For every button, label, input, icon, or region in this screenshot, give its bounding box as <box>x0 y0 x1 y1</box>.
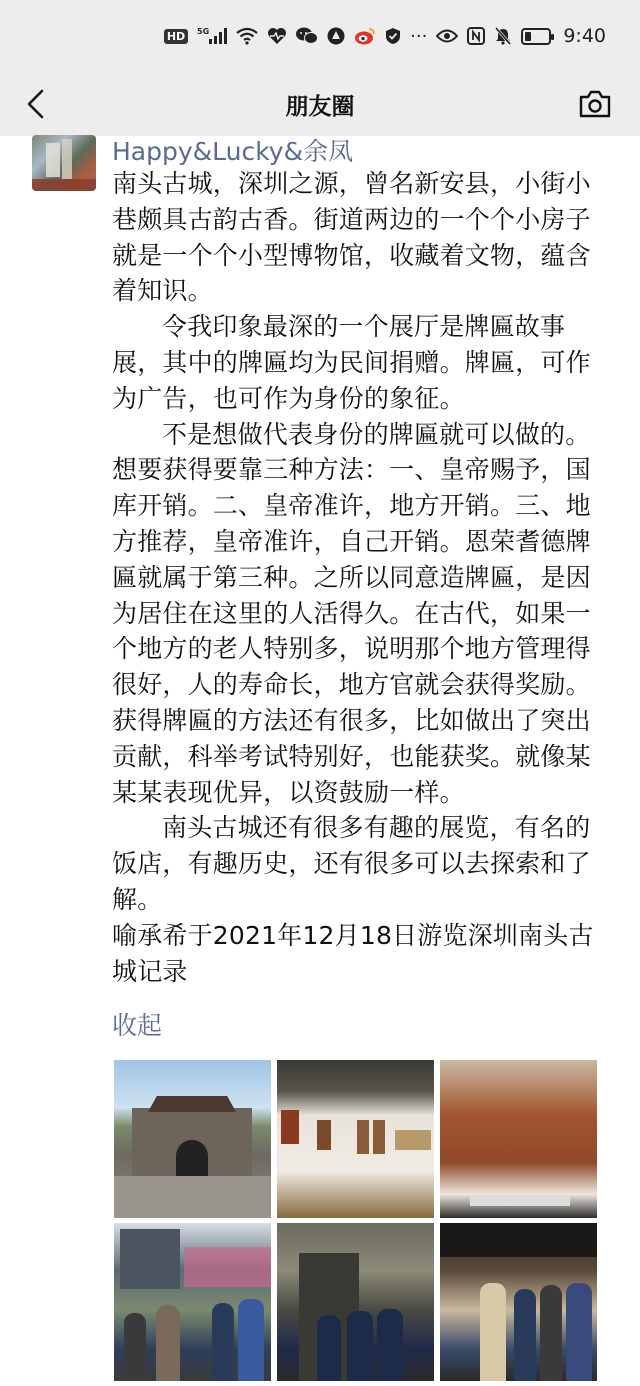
battery-icon <box>521 28 551 45</box>
nfc-icon <box>467 27 485 45</box>
wifi-icon <box>236 27 258 45</box>
status-bar <box>0 0 640 72</box>
signal-icon <box>197 26 227 46</box>
post-paragraph-4: 南头古城还有很多有趣的展览，有名的饭店，有趣历史，还有很多可以去探索和了解。 <box>112 813 591 914</box>
network-type: 5G <box>197 27 210 36</box>
collapse-link[interactable]: 收起 <box>112 1011 163 1040</box>
photo-city-gate[interactable] <box>114 1060 271 1218</box>
post-paragraph-5: 喻承希于2021年12月18日游览深圳南头古城记录 <box>112 920 594 986</box>
more-dots: ··· <box>410 25 428 47</box>
avatar[interactable] <box>32 135 96 191</box>
photo-plaque-closeup[interactable] <box>440 1060 597 1218</box>
post-username[interactable]: Happy&Lucky&余凤 <box>112 137 354 166</box>
hd-badge: HD <box>164 29 188 44</box>
post-paragraph-1: 南头古城，深圳之源，曾名新安县，小街小巷颇具古韵古香。街道两边的一个个小房子就是一个个小型博物馆，收藏着文物，蕴含着知识。 <box>112 169 591 306</box>
mute-bell-icon <box>494 27 512 45</box>
page-title: 朋友圈 <box>285 93 355 120</box>
post-paragraph-2: 令我印象最深的一个展厅是牌匾故事展，其中的牌匾均为民间捐赠。牌匾，可作为广告，也可作为身份的象征。 <box>112 312 591 413</box>
photo-students-doorway[interactable] <box>277 1223 434 1381</box>
wechat-icon <box>296 27 318 45</box>
eye-icon <box>436 28 458 44</box>
photo-plaque-hall[interactable] <box>277 1060 434 1218</box>
chevron-left-icon <box>24 88 48 120</box>
app-icon <box>327 27 345 45</box>
back-button[interactable] <box>18 86 54 122</box>
nav-bar <box>0 72 640 136</box>
shield-icon <box>385 27 401 45</box>
post-paragraph-3: 不是想做代表身份的牌匾就可以做的。想要获得要靠三种方法：一、皇帝赐予，国库开销。二、皇帝准许，地方开销。三、地方推荐，皇帝准许，自己开销。恩荣耆德牌匾就属于第三种。之所以同意造牌匾，是因为居住在这里的人活得久。在古代，如果一个地方的老人特别多，说明那个地方管理得很好，人的寿命长，地方官就会获得奖励。获得牌匾的方法还有很多，比如做出了突出贡献，科举考试特别好，也能获奖。就像某某某表现优异，以资鼓励一样。 <box>112 419 591 807</box>
heart-pulse-icon <box>267 27 287 45</box>
camera-button[interactable] <box>576 85 614 123</box>
photo-gallery-visit[interactable] <box>440 1223 597 1381</box>
post-body <box>112 166 606 989</box>
weibo-icon <box>354 27 376 45</box>
camera-icon <box>578 89 612 119</box>
clock-time: 9:40 <box>563 25 606 47</box>
photo-group-street[interactable] <box>114 1223 271 1381</box>
